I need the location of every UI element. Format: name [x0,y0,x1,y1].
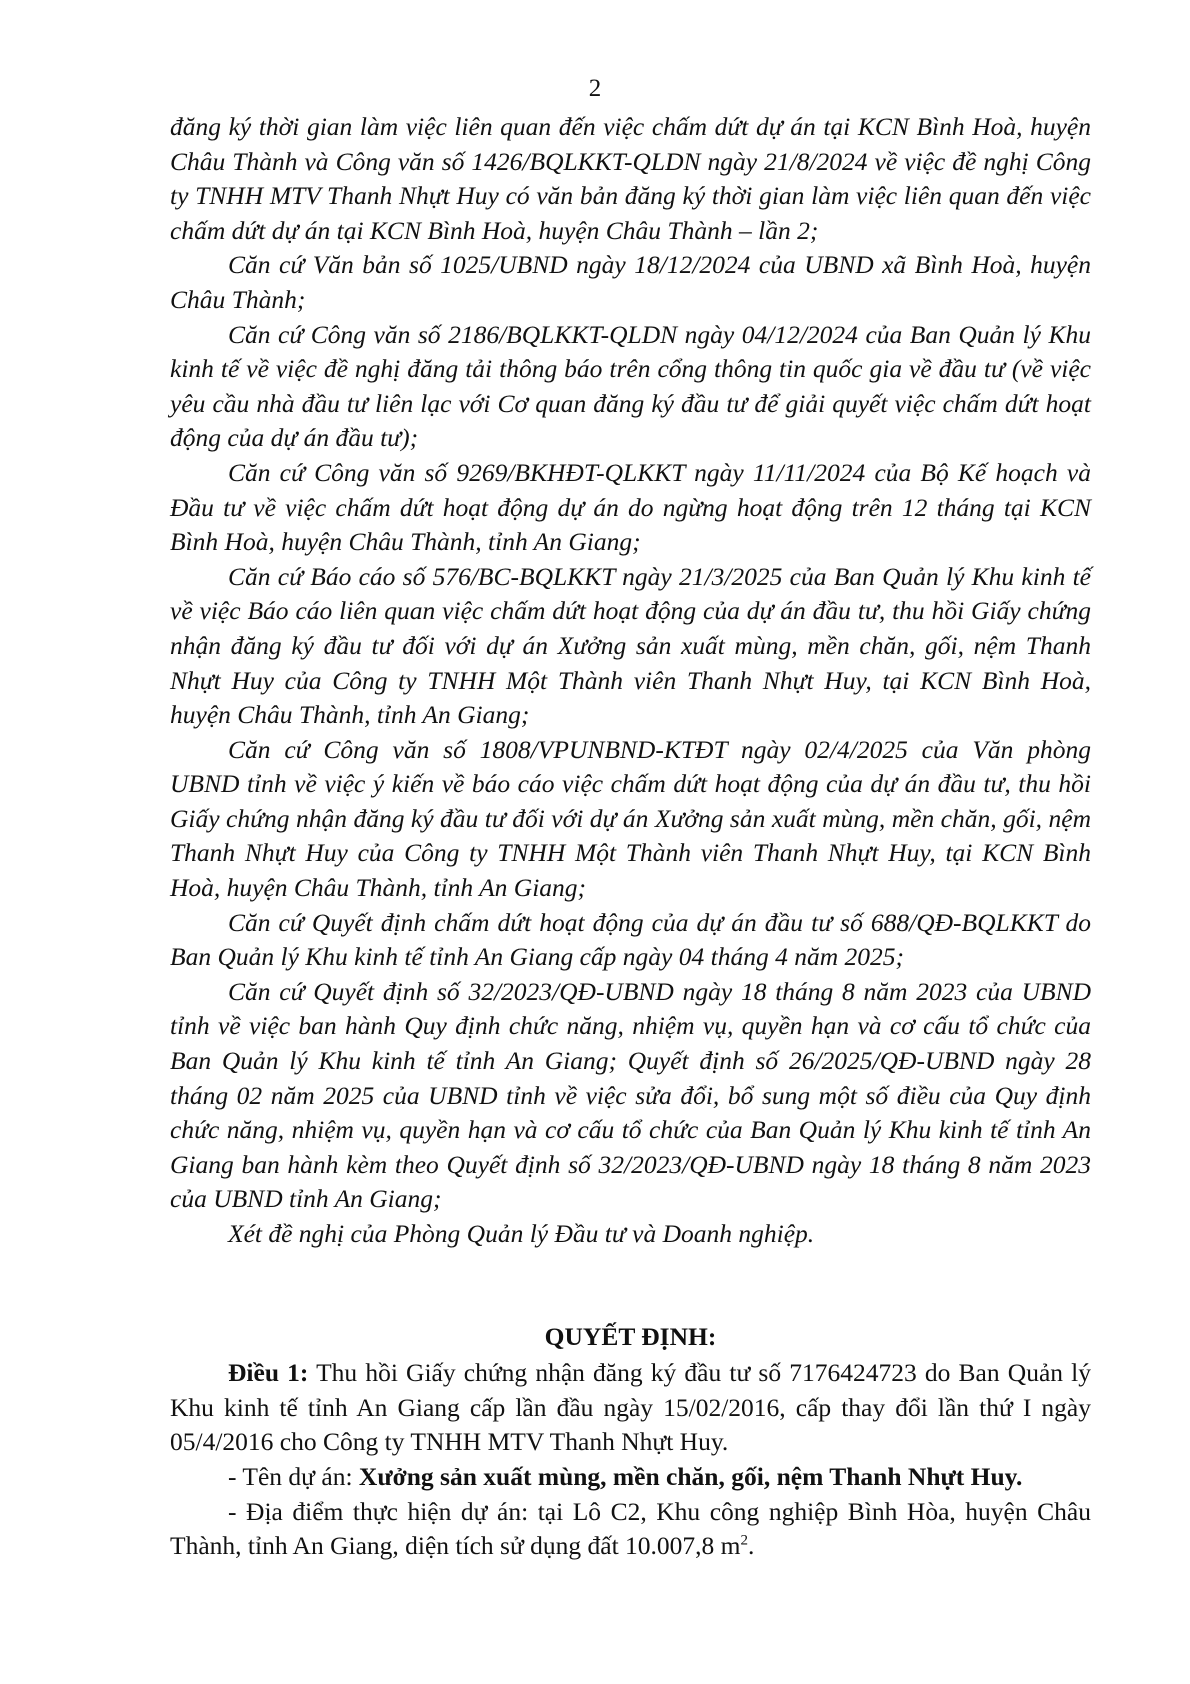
citation-32-2023-qd: Căn cứ Quyết định số 32/2023/QĐ-UBND ngày 18 tháng 8 năm 2023 của UBND tỉnh về việc ban hành Quy định chức năng, nhiệm vụ, quyền hạn và cơ cấu tổ chức của Ban Quản lý Khu kinh tế tỉnh An Giang; Quyết định số 26/2025/QĐ-UBND ngày 28 tháng 02 năm 2025 của UBND tỉnh về việc sửa đổi, bổ sung một số điều của Quy định chức năng, nhiệm vụ, quyền hạn và cơ cấu tổ chức của Ban Quản lý Khu kinh tế tỉnh An Giang ban hành kèm theo Quyết định số 32/2023/QĐ-UBND ngày 18 tháng 8 năm 2023 của UBND tỉnh An Giang; [170,976,1091,1214]
project-location-line [170,1495,1091,1564]
article-1-label: Điều 1: [228,1358,309,1388]
project-name-line [170,1460,1091,1495]
project-name-label: - Tên dự án: [228,1461,359,1491]
citation-576-bc: Căn cứ Báo cáo số 576/BC-BQLKKT ngày 21/3/2025 của Ban Quản lý Khu kinh tế về việc Báo cáo liên quan việc chấm dứt hoạt động của dự án đầu tư, thu hồi Giấy chứng nhận đăng ký đầu tư đối với dự án Xưởng sản xuất mùng, mền chăn, gối, nệm Thanh Nhựt Huy của Công ty TNHH Một Thành viên Thanh Nhựt Huy, tại KCN Bình Hoà, huyện Châu Thành, tỉnh An Giang; [170,561,1091,730]
project-name: Xưởng sản xuất mùng, mền chăn, gối, nệm Thanh Nhựt Huy. [358,1461,1023,1491]
citation-1025-ubnd: Căn cứ Văn bản số 1025/UBND ngày 18/12/2024 của UBND xã Bình Hoà, huyện Châu Thành; [170,250,1091,314]
citation-1808-vpubnd: Căn cứ Công văn số 1808/VPUNBND-KTĐT ngày 02/4/2025 của Văn phòng UBND tỉnh về việc ý kiến về báo cáo việc chấm dứt hoạt động của dự án đầu tư, thu hồi Giấy chứng nhận đăng ký đầu tư đối với dự án Xưởng sản xuất mùng, mền chăn, gối, nệm Thanh Nhựt Huy của Công ty TNHH Một Thành viên Thanh Nhựt Huy, tại KCN Bình Hoà, huyện Châu Thành, tỉnh An Giang; [170,734,1091,903]
article-1-text: Thu hồi Giấy chứng nhận đăng ký đầu tư số 7176424723 do Ban Quản lý Khu kinh tế tỉnh An Giang cấp lần đầu ngày 15/02/2016, cấp thay đổi lần thứ I ngày 05/4/2016 cho Công ty TNHH MTV Thanh Nhựt Huy. [170,1358,1091,1457]
citation-9269-bkhdt: Căn cứ Công văn số 9269/BKHĐT-QLKKT ngày 11/11/2024 của Bộ Kế hoạch và Đầu tư về việc chấm dứt hoạt động dự án do ngừng hoạt động trên 12 tháng tại KCN Bình Hoà, huyện Châu Thành, tỉnh An Giang; [170,457,1091,557]
project-location-text: - Địa điểm thực hiện dự án: tại Lô C2, Khu công nghiệp Bình Hòa, huyện Châu Thành, tỉnh An Giang, diện tích sử dụng đất 10.007,8 m [170,1496,1091,1561]
article-1 [170,1356,1091,1460]
document-body [170,110,1091,1564]
decision-heading: QUYẾT ĐỊNH: [544,1321,717,1351]
citation-proposal: Xét đề nghị của Phòng Quản lý Đầu tư và Doanh nghiệp. [228,1219,815,1248]
citation-continued: đăng ký thời gian làm việc liên quan đến việc chấm dứt dự án tại KCN Bình Hoà, huyện Châu Thành và Công văn số 1426/BQLKKT-QLDN ngày 21/8/2024 về việc đề nghị Công ty TNHH MTV Thanh Nhựt Huy có văn bản đăng ký thời gian làm việc liên quan đến việc chấm dứt dự án tại KCN Bình Hoà, huyện Châu Thành – lần 2; [170,112,1091,245]
citation-688-qd: Căn cứ Quyết định chấm dứt hoạt động của dự án đầu tư số 688/QĐ-BQLKKT do Ban Quản lý Khu kinh tế tỉnh An Giang cấp ngày 04 tháng 4 năm 2025; [170,907,1091,972]
area-unit-superscript: 2 [740,1532,749,1549]
page-number: 2 [588,75,602,102]
project-location-end: . [748,1531,755,1561]
citation-2186-bqlkkt: Căn cứ Công văn số 2186/BQLKKT-QLDN ngày 04/12/2024 của Ban Quản lý Khu kinh tế về việc đề nghị đăng tải thông báo trên cổng thông tin quốc gia về đầu tư (về việc yêu cầu nhà đầu tư liên lạc với Cơ quan đăng ký đầu tư để giải quyết việc chấm dứt hoạt động của dự án đầu tư); [170,319,1091,453]
